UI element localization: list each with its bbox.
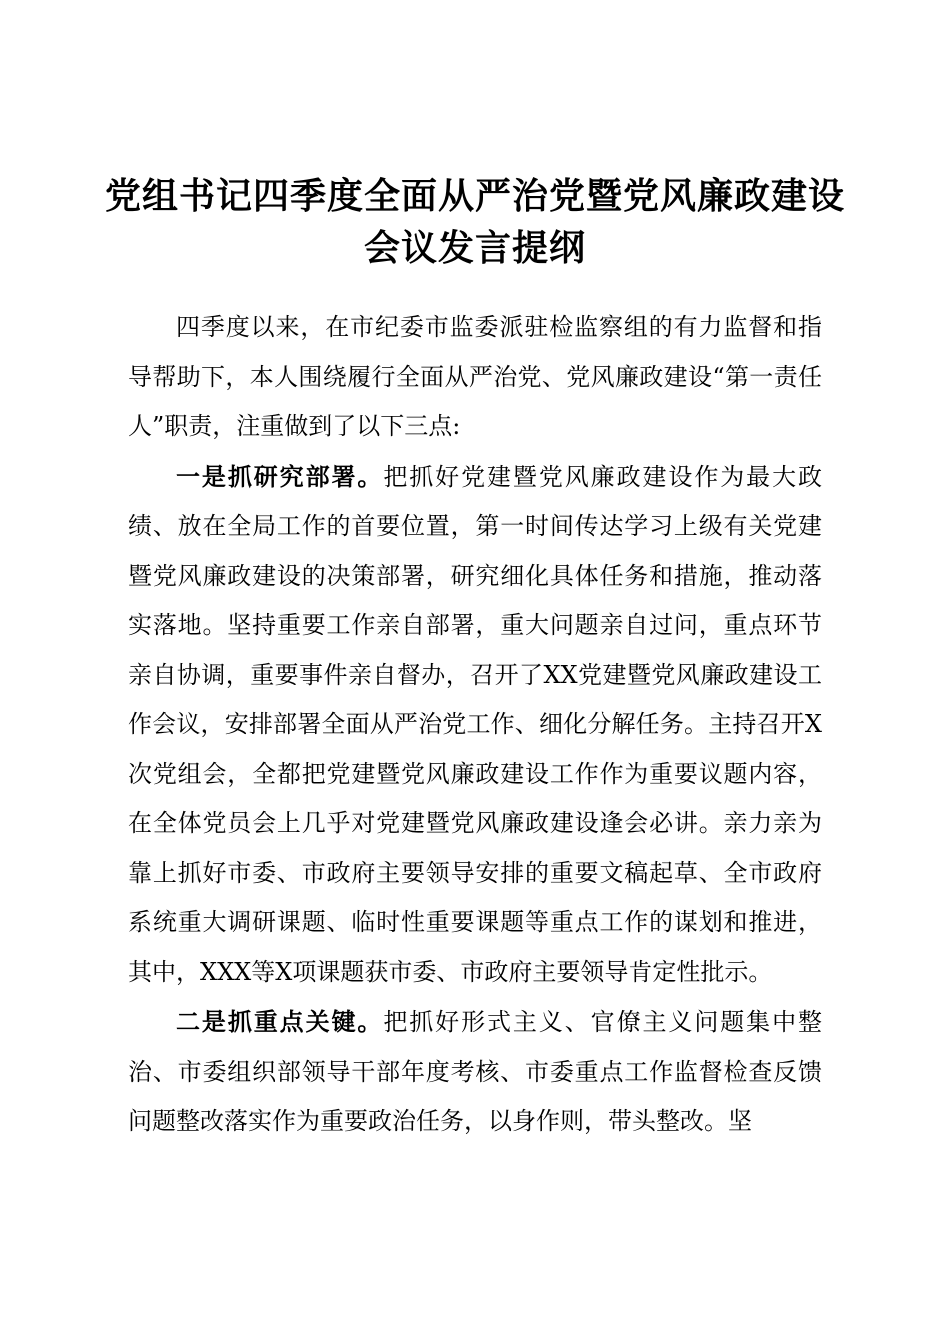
section-paragraph-1 [128, 452, 822, 998]
section-text-2: 把抓好形式主义、官僚主义问题集中整治、市委组织部领导干部年度考核、市委重点工作监督检查反馈问题整改落实作为重要政治任务，以身作则，带头整改。坚 [128, 1008, 823, 1135]
section-lead-1: 一是抓研究部署。 [176, 461, 384, 491]
intro-paragraph: 四季度以来，在市纪委市监委派驻检监察组的有力监督和指导帮助下，本人围绕履行全面从严治党、党风廉政建设“第一责任人”职责，注重做到了以下三点: [128, 313, 822, 440]
document-body [128, 303, 822, 1147]
document-title: 党组书记四季度全面从严治党暨党风廉政建设会议发言提纲 [104, 175, 845, 269]
section-paragraph-2 [128, 997, 822, 1147]
section-text-1: 把抓好党建暨党风廉政建设作为最大政绩、放在全局工作的首要位置，第一时间传达学习上级有关党建暨党风廉政建设的决策部署，研究细化具体任务和措施，推动落实落地。坚持重要工作亲自部署，重大问题亲自过问，重点环节亲自协调，重要事件亲自督办，召开了XX党建暨党风廉政建设工作会议，安排部署全面从严治党工作、细化分解任务。主持召开X次党组会，全都把党建暨党风廉政建设工作作为重要议题内容，在全体党员会上几乎对党建暨党风廉政建设逢会必讲。亲力亲为靠上抓好市委、市政府主要领导安排的重要文稿起草、全市政府系统重大调研课题、临时性重要课题等重点工作的谋划和推进，其中，XXX等X项课题获市委、市政府主要领导肯定性批示。 [128, 462, 823, 986]
section-lead-2: 二是抓重点关键。 [176, 1007, 384, 1036]
